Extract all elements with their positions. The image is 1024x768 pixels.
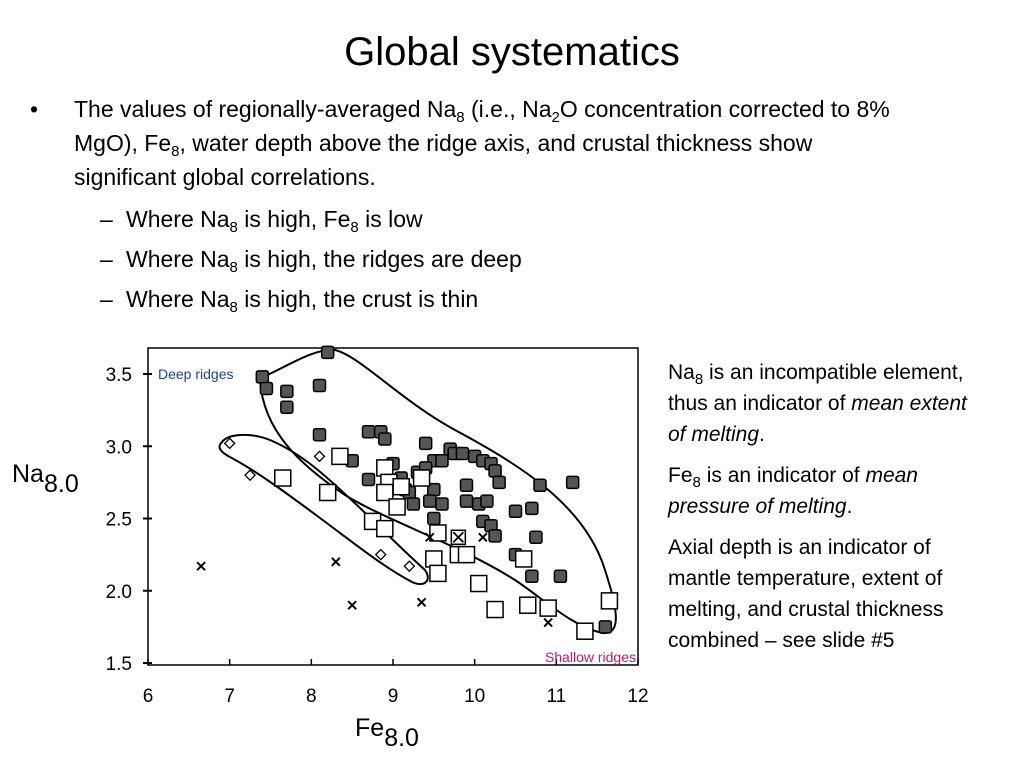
x-tick-label: 9 (387, 686, 399, 707)
data-point-cross (332, 558, 340, 566)
data-point-crossed-square (451, 530, 465, 544)
note-axial-depth: Axial depth is an indicator of mantle temperature, extent of melting, and crustal thickness combined – see slide #5 (668, 536, 944, 652)
na8-fe8-scatter-chart (0, 330, 680, 760)
data-point-filled-square (407, 498, 419, 510)
y-tick-label: 3.5 (105, 365, 132, 386)
y-tick-label: 3.0 (105, 437, 132, 459)
data-point-open-square (275, 470, 291, 486)
data-point-filled-square (379, 433, 391, 445)
data-point-open-square (520, 597, 536, 613)
data-point-cross (479, 533, 487, 541)
x-tick-label: 10 (464, 686, 486, 707)
data-point-filled-square (461, 479, 473, 491)
bullet-dot: • (30, 96, 39, 122)
data-point-filled-square (530, 531, 542, 543)
data-point-filled-square (456, 447, 468, 459)
data-point-filled-square (534, 479, 546, 491)
x-tick-label: 8 (306, 686, 317, 707)
data-point-cross (197, 562, 205, 570)
data-point-filled-square (436, 498, 448, 510)
data-point-open-square (389, 499, 405, 515)
side-notes (668, 357, 988, 666)
sub-bullet-dash: – (100, 286, 113, 312)
data-point-filled-square (489, 465, 501, 477)
data-point-filled-square (489, 530, 501, 542)
data-point-open-square (601, 593, 617, 609)
y-tick-label: 1.5 (105, 654, 132, 675)
data-point-open-square (540, 600, 556, 616)
main-bullet-text: The values of regionally-averaged $Na_8$ (i.e., $Na_2O$ concentration corrected to 8% MgO), $Fe_8$, water depth above the ridge axis, and crustal thickness show significant global correlations. (74, 96, 890, 190)
y-tick-label: 2.0 (105, 581, 132, 603)
y-axis-label: Na8.0 (12, 460, 79, 498)
data-point-open-square (459, 547, 475, 563)
chart-marks (197, 346, 617, 639)
data-point-open-diamond (225, 438, 235, 448)
data-point-open-square (577, 623, 593, 639)
data-point-open-square (332, 448, 348, 464)
x-tick-label: 6 (142, 686, 154, 707)
x-tick-label: 11 (546, 686, 567, 707)
data-point-open-square (430, 565, 446, 581)
data-point-filled-square (314, 429, 326, 441)
deep-ridges-annotation: Deep ridges (158, 366, 234, 382)
data-point-filled-square (314, 380, 326, 392)
data-point-filled-square (363, 473, 375, 485)
sub-bullet-dash: – (100, 246, 113, 272)
slide-title: Global systematics (344, 30, 680, 74)
sub-bullet-text: Where $Na_8$ is high, the crust is thin (126, 286, 479, 316)
x-tick-label: 7 (224, 686, 235, 707)
data-point-filled-square (260, 382, 272, 394)
data-point-open-square (377, 521, 393, 537)
data-point-open-diamond (315, 451, 325, 461)
data-point-open-square (471, 576, 487, 592)
data-point-filled-square (481, 495, 493, 507)
data-point-filled-square (436, 455, 448, 467)
data-point-filled-square (510, 505, 522, 517)
data-point-filled-square (428, 513, 440, 525)
data-point-open-square (320, 484, 336, 500)
data-point-filled-square (420, 437, 432, 449)
data-point-cross (348, 601, 356, 609)
data-point-filled-square (526, 502, 538, 514)
data-point-open-diamond (376, 550, 386, 560)
data-point-filled-square (599, 621, 611, 633)
data-point-filled-square (567, 476, 579, 488)
data-point-filled-square (281, 401, 293, 413)
data-point-filled-square (322, 346, 334, 358)
data-point-filled-square (363, 426, 375, 438)
data-point-filled-square (424, 495, 436, 507)
data-point-open-square (414, 470, 430, 486)
data-point-open-square (426, 551, 442, 567)
sub-bullet-text: Where $Na_8$ is high, the ridges are deep (126, 246, 522, 276)
data-point-cross (544, 619, 552, 627)
sub-bullet-dash: – (100, 206, 113, 232)
note-fe8: $Fe_8$ is an indicator of mean pressure of melting. (668, 464, 918, 518)
data-point-filled-square (493, 476, 505, 488)
data-point-filled-square (461, 495, 473, 507)
data-point-filled-square (256, 371, 268, 383)
data-point-filled-square (554, 570, 566, 582)
data-point-open-square (487, 602, 503, 618)
data-point-open-diamond (404, 561, 414, 571)
data-point-cross (418, 598, 426, 606)
note-na8: $Na_8$ is an incompatible element, thus an indicator of mean extent of melting. (668, 361, 967, 446)
data-point-open-square (393, 479, 409, 495)
shallow-ridges-annotation: Shallow ridges (544, 649, 636, 665)
data-point-open-square (516, 551, 532, 567)
x-tick-label: 12 (627, 686, 649, 707)
x-axis-label: Fe8.0 (355, 714, 419, 752)
data-point-filled-square (281, 385, 293, 397)
data-point-filled-square (526, 570, 538, 582)
data-point-open-square (377, 484, 393, 500)
sub-bullet-text: Where $Na_8$ is high, $Fe_8$ is low (126, 206, 423, 236)
y-tick-label: 2.5 (105, 509, 132, 531)
data-point-open-square (377, 460, 393, 476)
